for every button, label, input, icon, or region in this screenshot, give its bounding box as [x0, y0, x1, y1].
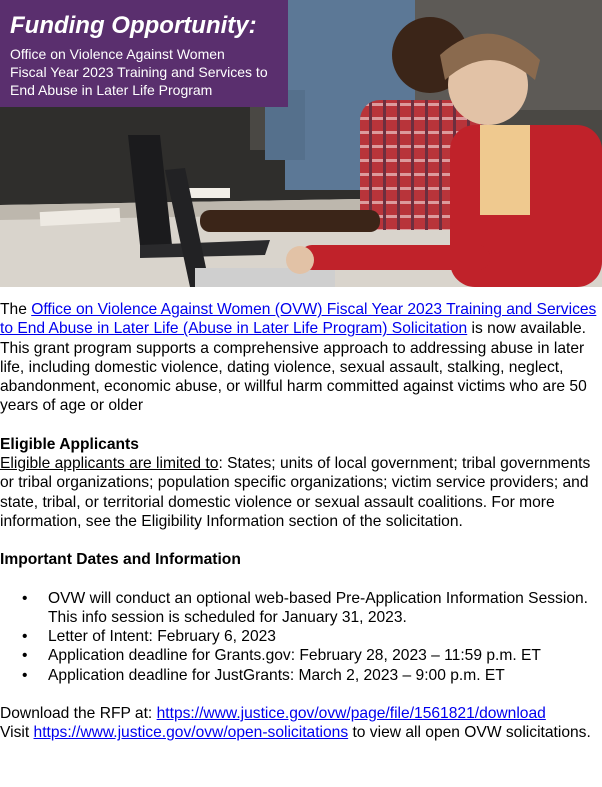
banner-line: Office on Violence Against Women	[10, 46, 225, 62]
hero-image	[0, 0, 602, 287]
article-body	[0, 300, 602, 743]
list-item: • Letter of Intent: February 6, 2023	[48, 627, 602, 646]
visit-suffix: to view all open OVW solicitations.	[348, 724, 591, 742]
banner-line: Fiscal Year 2023 Training and Services to	[10, 64, 268, 80]
list-item: • Application deadline for JustGrants: March 2, 2023 – 9:00 p.m. ET	[48, 666, 602, 685]
list-item: • OVW will conduct an optional web-based Pre-Application Information Session. This info session is scheduled for January 31, 2023.	[48, 589, 602, 628]
rfp-download-link[interactable]: https://www.justice.gov/ovw/page/file/1561821/download	[156, 705, 546, 723]
visit-prefix: Visit	[0, 724, 34, 742]
eligible-paragraph	[0, 454, 602, 531]
eligible-text: : States; units of local government; tribal governments or tribal organizations; population specific organizations; victim service providers; and state, tribal, or territorial domestic violence or sexual assault coalitions. For more information, see the Eligibility Information section of the solicitation.	[0, 455, 591, 530]
open-solicitations-link[interactable]: https://www.justice.gov/ovw/open-solicitations	[33, 724, 349, 742]
funding-banner	[0, 0, 288, 107]
eligible-underlined: Eligible applicants are limited to	[0, 455, 219, 473]
intro-prefix: The	[0, 301, 32, 318]
list-item: • Application deadline for Grants.gov: February 28, 2023 – 11:59 p.m. ET	[48, 646, 602, 665]
visit-line	[0, 723, 602, 742]
solicitation-link[interactable]: Office on Violence Against Women (OVW) Fiscal Year 2023 Training and Services to End Abuse in Later Life (Abuse in Later Life Program) Solicitation	[0, 301, 597, 338]
banner-line: End Abuse in Later Life Program	[10, 82, 213, 98]
intro-paragraph	[0, 300, 602, 416]
intro-suffix: is now available. This grant program supports a comprehensive approach to addressing abuse in later life, including domestic violence, dating violence, sexual assault, stalking, neglect, abandonment, economic abuse, or willful harm committed against victims who are 50 years of age or older	[0, 320, 587, 415]
dates-list	[0, 589, 602, 685]
download-prefix: Download the RFP at:	[0, 705, 157, 723]
dates-heading: Important Dates and Information	[0, 551, 241, 569]
banner-subtitle	[10, 45, 285, 99]
eligible-heading: Eligible Applicants	[0, 435, 139, 453]
download-line	[0, 704, 602, 723]
banner-title: Funding Opportunity:	[10, 12, 257, 39]
